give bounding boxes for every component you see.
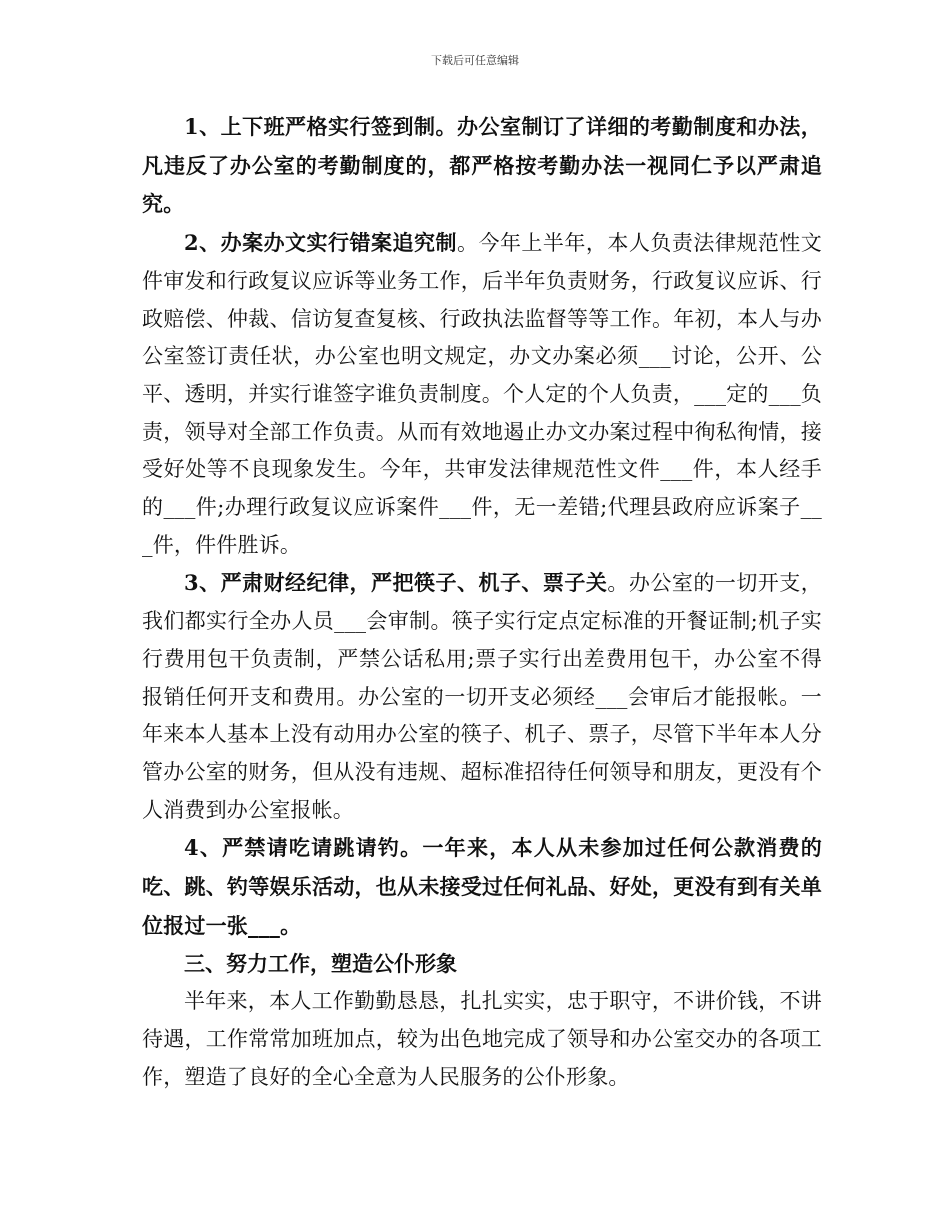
paragraph-entertainment-ban bbox=[142, 829, 822, 945]
paragraph-case-accountability bbox=[142, 224, 822, 564]
section-heading: 三、努力工作，塑造公仆形象 bbox=[184, 951, 457, 977]
paragraph-attendance bbox=[142, 108, 822, 224]
document-body bbox=[142, 108, 822, 1096]
paragraph-attendance-lead: 1、上下班严格实行签到制。办公室制订了详细的考勤制度和办法，凡违反了办公室的考勤制度的，都严格按考勤办法一视同仁予以严肃追究。 bbox=[142, 114, 822, 217]
paragraph-case-accountability-body: 。今年上半年，本人负责法律规范性文件审发和行政复议应诉等业务工作，后半年负责财务，行政复议应诉、行政赔偿、仲裁、信访复查复核、行政执法监督等等工作。年初，本人与办公室签订责任状，办公室也明文规定，办文办案必须___讨论，公开、公平、透明，并实行谁签字谁负责制度。个人定的个人负责，___定的___负责，领导对全部工作负责。从而有效地遏止办文办案过程中徇私徇情，接受好处等不良现象发生。今年，共审发法律规范性文件___件，本人经手的___件;办理行政复议应诉案件___件，无一差错;代理县政府应诉案子___件，件件胜诉。 bbox=[142, 231, 822, 557]
paragraph-financial-discipline bbox=[142, 564, 822, 829]
page-header: 下载后可任意编辑 bbox=[431, 54, 519, 67]
closing-paragraph: 半年来，本人工作勤勤恳恳，扎扎实实，忠于职守，不讲价钱，不讲待遇，工作常常加班加点，较为出色地完成了领导和办公室交办的各项工作，塑造了良好的全心全意为人民服务的公仆形象。 bbox=[142, 989, 822, 1089]
paragraph-entertainment-ban-lead: 4、严禁请吃请跳请钓。一年来，本人从未参加过任何公款消费的吃、跳、钓等娱乐活动，也从未接受过任何礼品、好处，更没有到有关单位报过一张___。 bbox=[142, 835, 822, 938]
paragraph-case-accountability-lead: 2、办案办文实行错案追究制 bbox=[184, 230, 457, 256]
paragraph-financial-discipline-lead: 3、严肃财经纪律，严把筷子、机子、票子关 bbox=[184, 570, 608, 596]
paragraph-financial-discipline-body: 。办公室的一切开支，我们都实行全办人员___会审制。筷子实行定点定标准的开餐证制;机子实行费用包干负责制，严禁公话私用;票子实行出差费用包干，办公室不得报销任何开支和费用。办公室的一切开支必须经___会审后才能报帐。一年来本人基本上没有动用办公室的筷子、机子、票子，尽管下半年本人分管办公室的财务，但从没有违规、超标准招待任何领导和朋友，更没有个人消费到办公室报帐。 bbox=[142, 571, 822, 822]
